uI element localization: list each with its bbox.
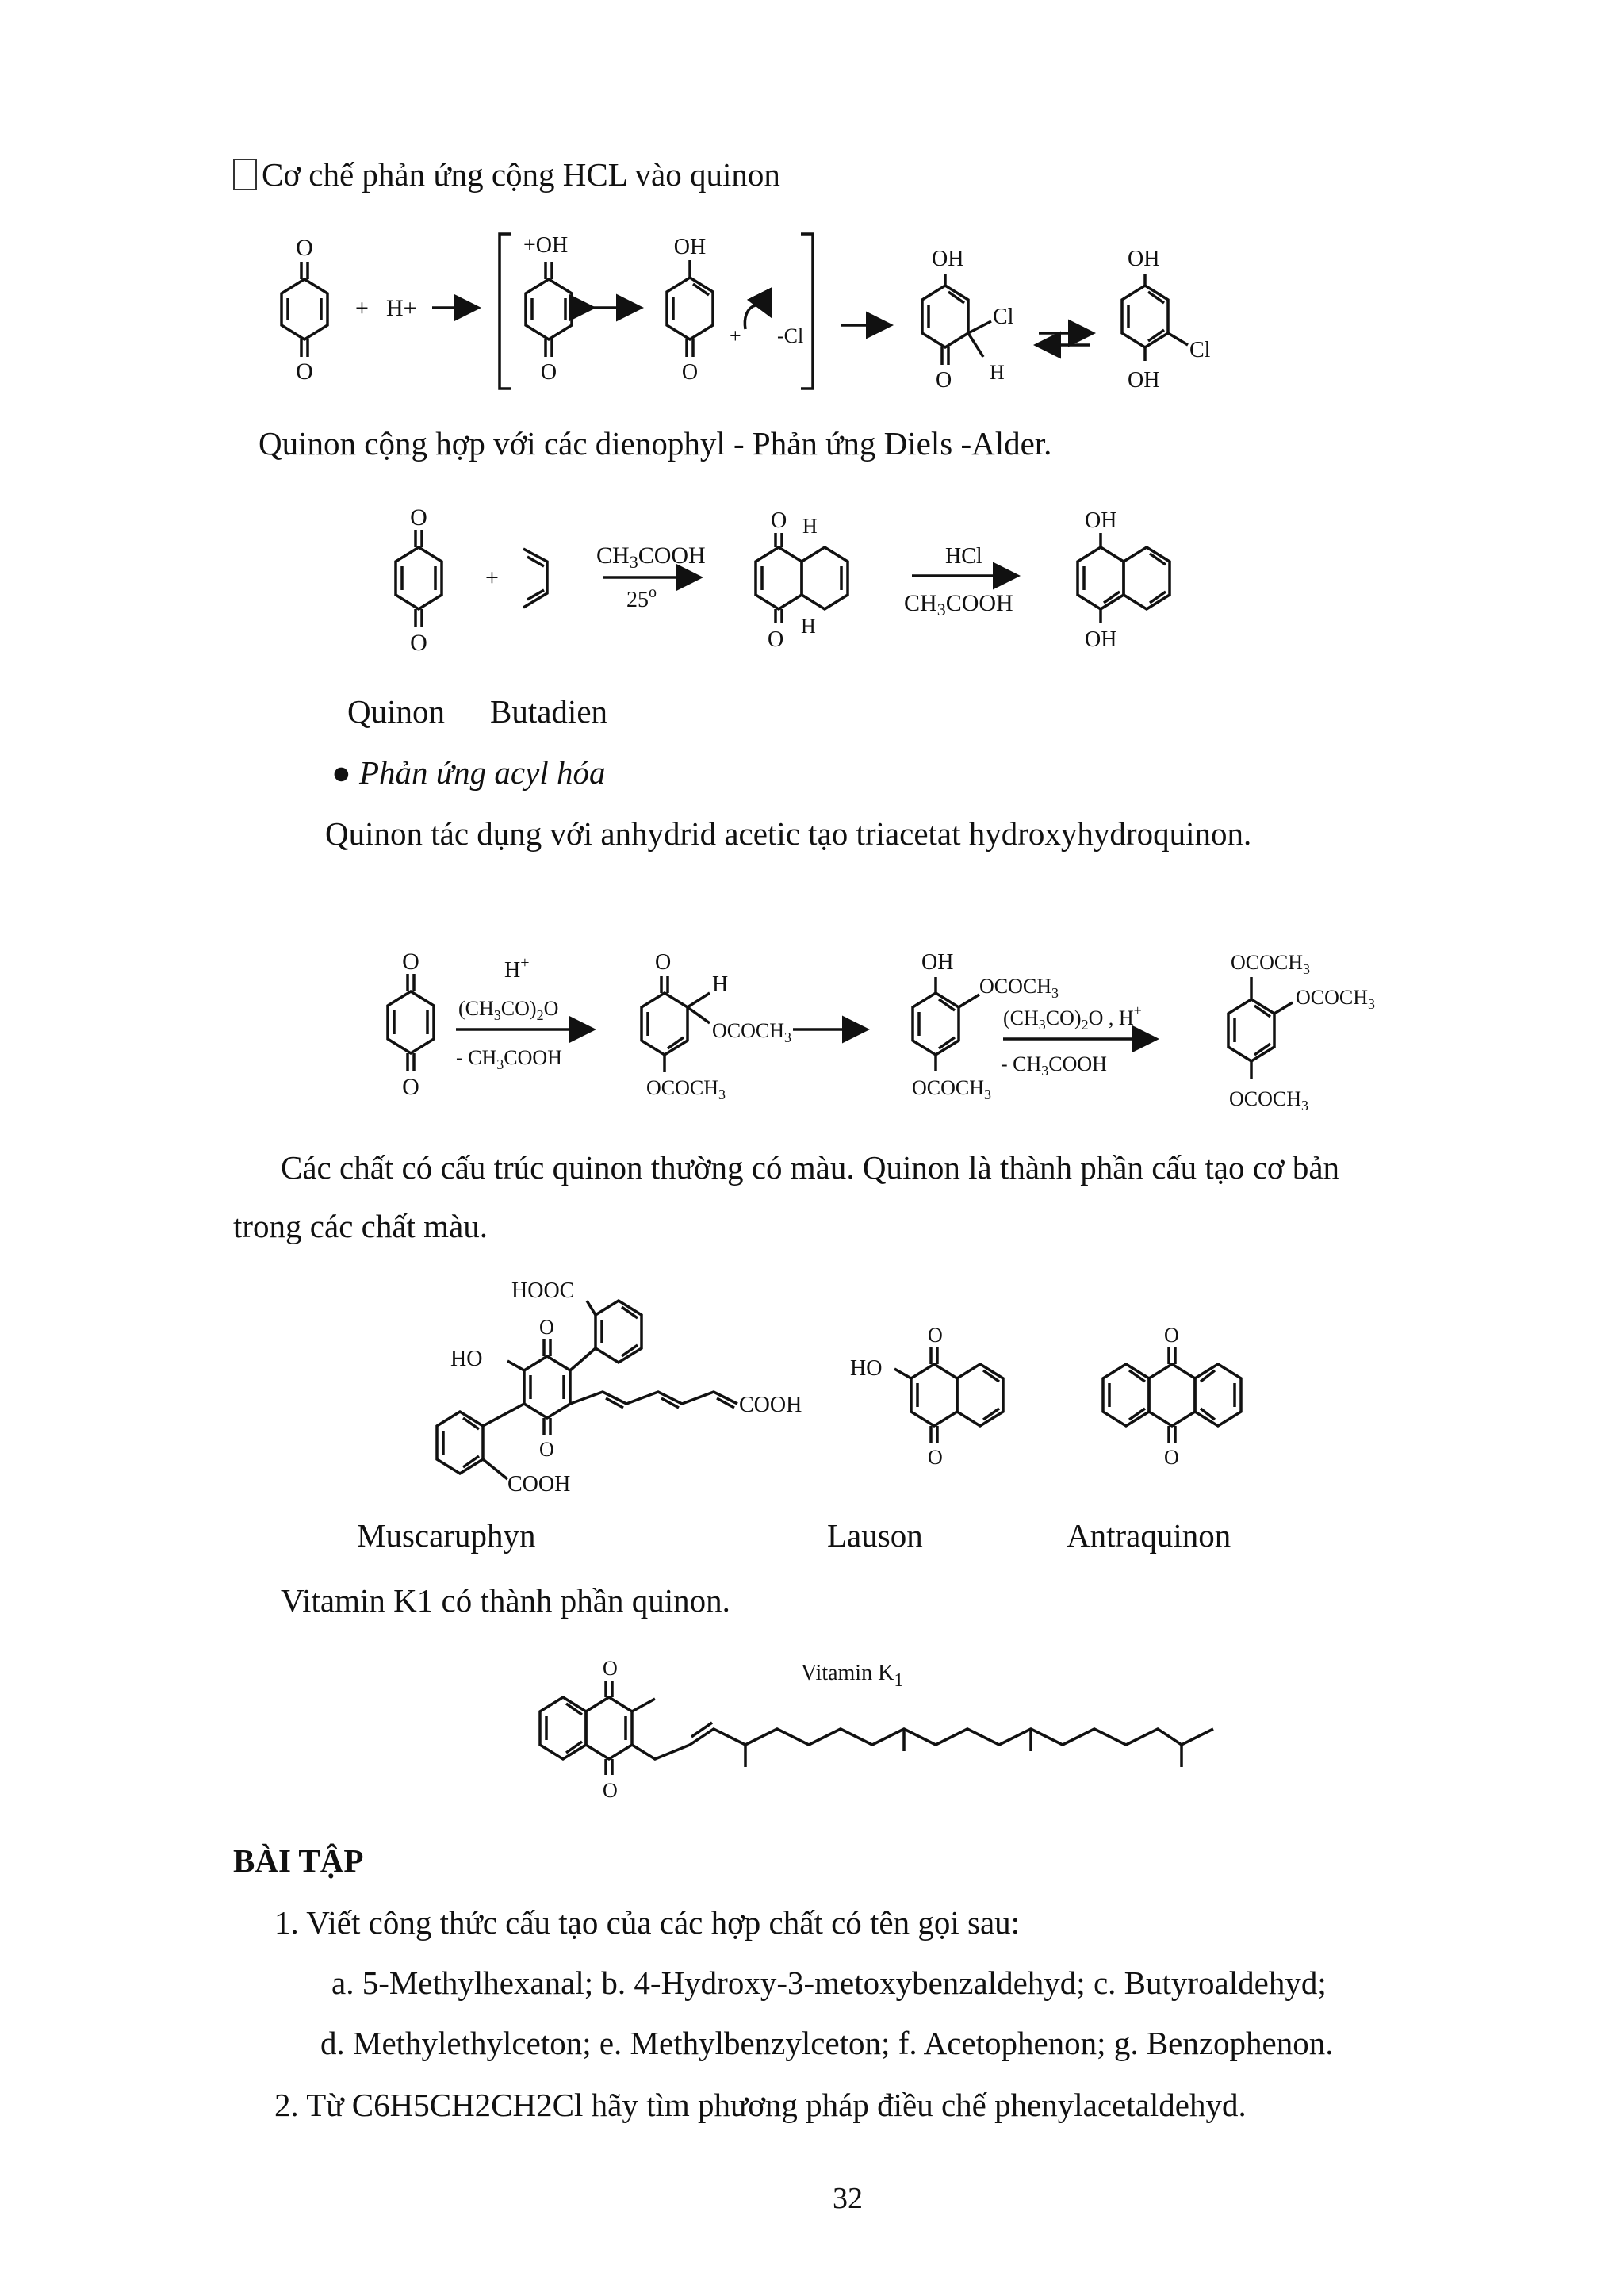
acetoxy-label: $OCOCH_3$: [1231, 951, 1311, 977]
exercises-heading: BÀI TẬP: [233, 1842, 364, 1879]
hydroxyl-label: OH: [1085, 627, 1117, 652]
oxygen-label: O: [539, 1438, 554, 1461]
hydroxyl-label: OH: [932, 247, 964, 271]
label-butadien: Butadien: [490, 693, 608, 730]
muscaruphyn-structure: [437, 1278, 802, 1497]
acylation-text: Quinon tác dụng với anhydrid acetic tạo triacetat hydroxyhydroquinon.: [325, 815, 1252, 852]
hydroxyl-label: OH: [1085, 508, 1117, 533]
chlorohydroquinone: [1122, 247, 1211, 393]
acetoxy-label: $OCOCH_3$: [979, 975, 1059, 1001]
oxygen-label: O: [402, 949, 419, 975]
hydroxyl-label: OH: [1128, 368, 1160, 393]
proton-label: H+: [386, 295, 417, 321]
oxygen-label: O: [681, 360, 699, 385]
hydrogen-label: H: [712, 972, 729, 997]
oxygen-label: O: [603, 1657, 618, 1680]
triacetate-product: [1228, 951, 1375, 1114]
bullet-icon: ●: [331, 754, 351, 791]
hydroxyl-label: HO: [850, 1356, 883, 1381]
colors-paragraph-line2: trong các chất màu.: [233, 1208, 488, 1244]
oxygen-label: O: [410, 630, 427, 656]
hydrogen-label: H: [801, 615, 816, 638]
oxygen-label: O: [296, 358, 313, 385]
vitamin-k1-label: Vitamin K1: [801, 1661, 904, 1691]
hcl-mechanism-figure: [0, 0, 1624, 444]
carbocation-structure: [667, 235, 803, 385]
bracket-right: [801, 234, 813, 389]
temperature-label: 25$^o$: [626, 584, 657, 612]
hydrogen-label: H: [802, 515, 818, 538]
charge-label: +: [730, 324, 741, 347]
oxygen-label: O: [771, 508, 787, 533]
acylation-heading: ● Phản ứng acyl hóa: [331, 754, 606, 791]
quinone-structure: [396, 504, 442, 656]
colored-quinones-figure: [0, 1269, 1624, 1507]
acetoxy-label: $OCOCH_3$: [1296, 986, 1376, 1012]
chloro-intermediate: [922, 247, 1014, 393]
oxygen-label: O: [603, 1779, 618, 1802]
oxygen-label: O: [936, 368, 952, 393]
hydroxyl-label: OH: [1128, 247, 1160, 271]
acetoxy-label: $OCOCH_3$: [912, 1076, 992, 1102]
carboxyl-label: COOH: [739, 1393, 802, 1417]
acylation-figure: [0, 936, 1624, 1126]
section-heading-hcl: Cơ chế phản ứng cộng HCL vào quinon: [233, 155, 780, 194]
acetoxy-label: $OCOCH_3$: [712, 1019, 792, 1045]
oxonium-label: +OH: [523, 233, 569, 258]
exercise-1-line-b: d. Methylethylceton; e. Methylbenzylceton; f. Acetophenon; g. Benzophenon.: [320, 2025, 1334, 2061]
hydroxyl-label: OH: [921, 950, 954, 975]
oxygen-label: O: [1164, 1446, 1179, 1469]
minus-acetic-acid: - $CH_3COOH$: [456, 1046, 562, 1072]
reagent-acetic-acid: $CH_3COOH$: [596, 542, 706, 572]
oxygen-label: O: [540, 360, 557, 385]
exercise-1: 1. Viết công thức cấu tạo của các hợp chất có tên gọi sau:: [274, 1904, 1021, 1941]
diels-alder-figure: [0, 492, 1624, 698]
carboxyl-label: COOH: [508, 1472, 571, 1497]
oxygen-label: O: [410, 504, 427, 531]
hydroxyl-label: OH: [673, 235, 707, 259]
exercise-2: 2. Từ C6H5CH2CH2Cl hãy tìm phương pháp điều chế phenylacetaldehyd.: [274, 2087, 1247, 2123]
reagent-hcl: HCl: [945, 544, 982, 569]
exercise-1-line-a: a. 5-Methylhexanal; b. 4-Hydroxy-3-metoxybenzaldehyd; c. Butyroaldehyd;: [331, 1964, 1327, 2001]
acetoxy-label: $OCOCH_3$: [1229, 1087, 1309, 1114]
acetoxy-label: $OCOCH_3$: [646, 1076, 726, 1102]
naphthalenediol-structure: [1078, 508, 1170, 652]
oxygen-label: O: [539, 1316, 554, 1339]
page-number: 32: [833, 2182, 863, 2215]
oxygen-label: O: [768, 627, 784, 652]
label-lauson: Lauson: [827, 1517, 923, 1554]
vitamin-k1-text: Vitamin K1 có thành phần quinon.: [281, 1582, 730, 1619]
oxygen-label: O: [928, 1324, 943, 1347]
minus-acetic-acid: - $CH_3COOH$: [1001, 1052, 1107, 1079]
reagent-anhydride-proton: $(CH_3CO)_2O$ , H+: [1003, 1002, 1142, 1033]
chloride-label: -Cl: [777, 324, 804, 347]
butadiene-structure: [523, 549, 547, 608]
colors-paragraph-line1: Các chất có cấu trúc quinon thường có màu. Quinon là thành phần cấu tạo cơ bản: [281, 1149, 1340, 1186]
lauson-structure: [850, 1324, 1003, 1469]
reagent-acetic-acid: $CH_3COOH$: [904, 590, 1013, 619]
plus-sign: +: [355, 295, 369, 321]
vitamin-k1-figure: [0, 1634, 1624, 1816]
label-quinon: Quinon: [347, 693, 445, 730]
oxygen-label: O: [655, 950, 672, 975]
chlorine-label: Cl: [1189, 338, 1211, 362]
acetoxy-intermediate: [642, 950, 791, 1102]
protonated-quinone: [523, 233, 572, 385]
antraquinon-structure: [1103, 1324, 1241, 1469]
label-muscaruphyn: Muscaruphyn: [357, 1517, 536, 1554]
reagent-anhydride: $(CH_3CO)_2O$: [458, 997, 559, 1023]
hydroxyl-label: HO: [450, 1347, 483, 1371]
oxygen-label: O: [296, 235, 313, 261]
plus-sign: +: [485, 565, 499, 591]
quinone-structure: [282, 235, 327, 385]
label-antraquinon: Antraquinon: [1067, 1517, 1231, 1554]
quinone-structure: [388, 949, 434, 1100]
bracket-left: [500, 234, 511, 389]
chlorine-label: Cl: [993, 305, 1014, 329]
oxygen-label: O: [402, 1074, 419, 1100]
oxygen-label: O: [1164, 1324, 1179, 1347]
carboxyl-label: HOOC: [511, 1278, 575, 1303]
hydrogen-label: H: [990, 361, 1005, 384]
proton-label: H+: [504, 954, 530, 983]
diels-alder-adduct: [756, 508, 848, 652]
diels-alder-text: Quinon cộng hợp với các dienophyl - Phản ứng Diels -Alder.: [259, 425, 1052, 462]
oxygen-label: O: [928, 1446, 943, 1469]
